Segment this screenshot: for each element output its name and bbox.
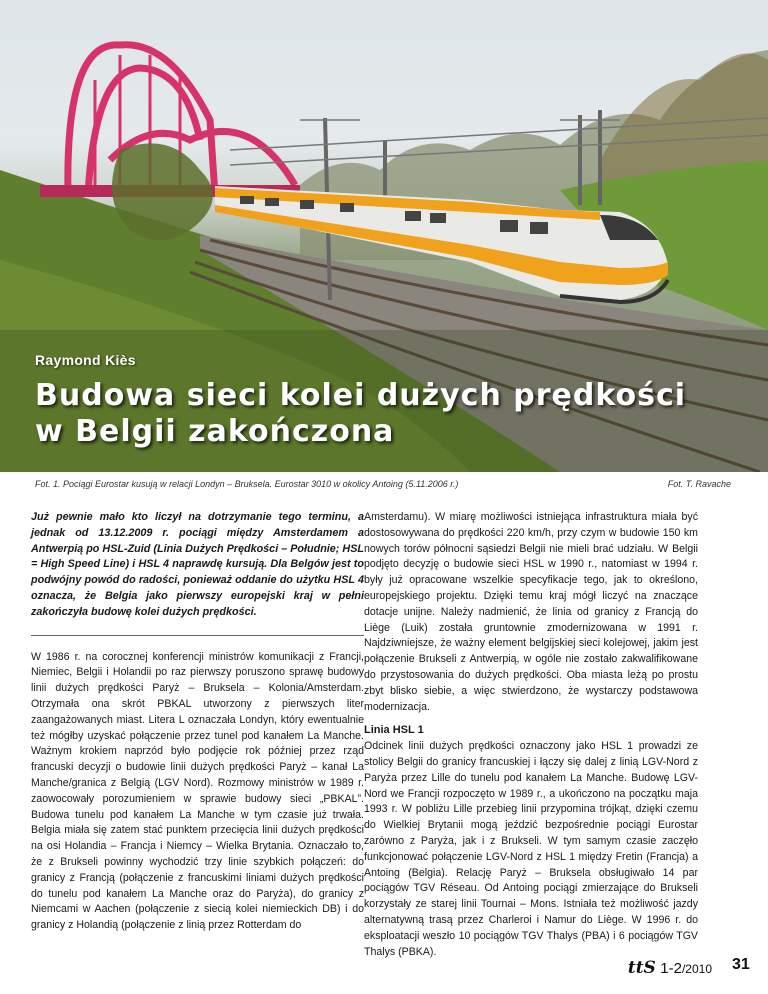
issue-year: /2010 (681, 962, 712, 976)
divider (31, 635, 364, 636)
issue-footer (628, 958, 712, 980)
photo-caption: Fot. 1. Pociągi Eurostar kusują w relacji Londyn – Bruksela. Eurostar 3010 w okolicy Antoing (5.11.2006 r.) (35, 479, 459, 489)
body-paragraph: Amsterdamu). W miarę możliwości istniejąca infrastruktura miała być dostosowywana do prędkości 220 km/h, przy czym w budowie 150 km nowych torów północni sąsiedzi Belgii nie mieli brać udziału. W Belgii podjęto decyzję o budowie sieci HSL w 1990 r., natomiast w 1994 r. były już opracowane wszelkie specyfikacje tego, jak to określono, europejskiego projektu. Dzięki temu kraj mógł liczyć na znaczące dotacje unijne. Należy nadmienić, że linia od granicy z Francją do Liège (Luik) została gruntownie zmodernizowana w 1991 r. Najdziwniejsze, że ważny element belgijskiej sieci kolejowej, jakim jest połączenie Brukseli z Antwerpią, w ogóle nie zostało zakwalifikowane do przystosowania do dużych prędkości. Oba miasta leżą po prostu zbyt blisko siebie, a więc stwierdzono, że wystarczy podstawowa modernizacja. (364, 511, 698, 713)
magazine-logo: ttS (627, 958, 656, 978)
right-column (364, 510, 698, 968)
issue-value: 1-2 (660, 960, 682, 977)
page-number: 31 (732, 956, 750, 973)
title-line-1: Budowa sieci kolei dużych prędkości (35, 378, 687, 413)
lead-paragraph: Już pewnie mało kto liczył na dotrzymanie tego terminu, a jednak od 13.12.2009 r. pociągi między Amsterdamem a Antwerpią po HSL-Zuid (Linia Dużych Prędkości – Południe; HSL = High Speed Line) i HSL 4 naprawdę kursują. Dla Belgów jest to podwójny powód do radości, ponieważ oddanie do użytku HSL 4 oznacza, że Belgia jako pierwszy europejski kraj w pełni zakończyła budowę kolei dużych prędkości. (31, 511, 364, 618)
body-paragraph: W 1986 r. na corocznej konferencji ministrów komunikacji z Francji, Niemiec, Belgii i Holandii po raz pierwszy poruszono sprawę budowy linii dużych prędkości Paryż – Bruksela – Kolonia/Amsterdam. Otrzymała ona skrót PBKAL utworzony z pierwszych liter zaangażowanych miast. Litera L oznaczała Londyn, który ewentualnie też mógłby uzyskać połączenie przez tunel pod kanałem La Manche. Ważnym krokiem naprzód było podjęcie rok później przez rząd francuski decyzji o budowie linii dużych prędkości Paryż – kanał La Manche/granica z Belgią (LGV Nord). Rozmowy ministrów w 1989 r. zaowocowały porozumieniem w sprawie budowy sieci „PBKAL”. Budowa tunelu pod kanałem La Manche w tym czasie już trwała. Belgia miała się zatem stać punktem przecięcia linii dużych prędkości na osi Holandia – Francja i Niemcy – Wielka Brytania. Oznaczało to, że z Brukseli powinny wychodzić trzy linie szybkich połączeń: do granicy z Francją (połączenie z francuskimi liniami dużych prędkości do tunelu pod kanałem La Manche oraz do Paryża), do granicy z Niemcami w Aachen (połączenie z siecią kolei niemieckich DB) i do granicy z Holandią (połączenie z linią przez Rotterdam do (31, 650, 364, 932)
photo-caption-row (35, 479, 731, 493)
issue-number (660, 960, 712, 977)
author-name: Raymond Kiès (35, 352, 136, 368)
hero-photo (0, 0, 768, 472)
article-title (35, 378, 735, 450)
photo-credit: Fot. T. Ravache (667, 479, 731, 489)
title-line-2: w Belgii zakończona (35, 414, 395, 449)
left-column (31, 510, 364, 942)
body-paragraph: Odcinek linii dużych prędkości oznaczony jako HSL 1 prowadzi ze stolicy Belgii do granicy francuskiej i łączy się dalej z linią LGV-Nord z Paryża przez Lille do tunelu pod kanałem La Manche. Budowę LGV-Nord we Francji rozpoczęto w 1989 r., a ukończono na początku maja 1993 r. W pobliżu Lille przebieg linii przypomina trójkąt, dzięki czemu do Wielkiej Brytanii mogą jeździć bezpośrednie pociągi Eurostar zarówno z Paryża, jak i z Brukseli. W tym samym czasie zaczęło funkcjonować połączenie LGV-Nord z HSL 1 między Fretin (Francja) a Antoing (Belgia). Relację Paryż – Bruksela obsługiwało 14 par pociągów TGV Réseau. Od Antoing pociągi zmierzające do Brukseli korzystały ze starej linii Tournai – Mons. Istniała też możliwość jazdy alternatywną trasą przez Charleroi i Namur do Liège. W 1996 r. do eksploatacji weszło 10 pociągów TGV Thalys (PBA) i 6 pociągów TGV Thalys (PBKA). (364, 740, 698, 958)
section-heading: Linia HSL 1 (364, 724, 424, 737)
